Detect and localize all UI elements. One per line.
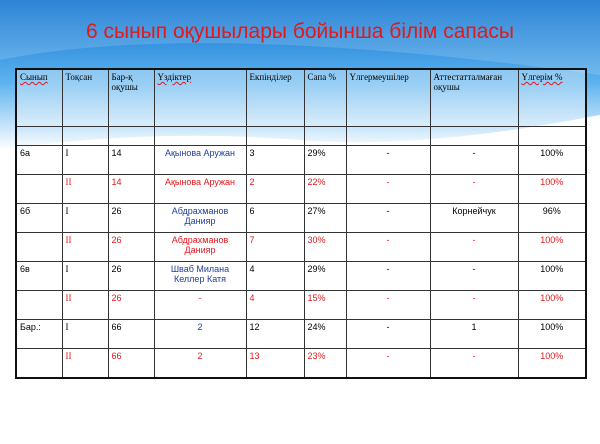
- header-good: Екпінділер: [246, 69, 304, 127]
- slide-title: 6 сынып оқушылары бойынша білім сапасы: [85, 20, 515, 43]
- cell-performance: 100%: [518, 233, 586, 262]
- cell-quality: 22%: [304, 175, 346, 204]
- table-row: [16, 204, 586, 233]
- cell-quarter: I: [62, 146, 108, 175]
- cell-excellent: Шваб Милана Келлер Катя: [154, 262, 246, 291]
- cell-excellent: Абдрахманов Данияр: [154, 233, 246, 262]
- cell-not-attested: Корнейчук: [430, 204, 518, 233]
- cell-failing: -: [346, 320, 430, 349]
- cell-quality: 27%: [304, 204, 346, 233]
- cell-quality: 15%: [304, 291, 346, 320]
- cell-total: 66: [108, 320, 154, 349]
- cell-class: [16, 233, 62, 262]
- cell-not-attested: -: [430, 233, 518, 262]
- header-class: Сынып: [16, 69, 62, 127]
- cell-class: 6б: [16, 204, 62, 233]
- table-row: [16, 262, 586, 291]
- cell-quarter: I: [62, 204, 108, 233]
- table-header-row: [16, 69, 586, 127]
- cell-good: 4: [246, 291, 304, 320]
- spacer-cell: [246, 127, 304, 146]
- grades-table: [15, 68, 587, 379]
- table-row: [16, 349, 586, 379]
- cell-class: [16, 349, 62, 379]
- cell-quarter: I: [62, 320, 108, 349]
- cell-total: 14: [108, 146, 154, 175]
- cell-excellent: Абдрахманов Данияр: [154, 204, 246, 233]
- cell-quality: 29%: [304, 262, 346, 291]
- cell-not-attested: -: [430, 175, 518, 204]
- table-row: [16, 233, 586, 262]
- spacer-row: [16, 127, 586, 146]
- cell-performance: 100%: [518, 146, 586, 175]
- header-failing: Үлгермеушілер: [346, 69, 430, 127]
- cell-failing: -: [346, 233, 430, 262]
- cell-total: 26: [108, 204, 154, 233]
- cell-performance: 100%: [518, 320, 586, 349]
- table-row: [16, 175, 586, 204]
- cell-good: 7: [246, 233, 304, 262]
- header-total: Бар-қ оқушы: [108, 69, 154, 127]
- cell-performance: 100%: [518, 349, 586, 379]
- cell-not-attested: -: [430, 349, 518, 379]
- cell-performance: 100%: [518, 291, 586, 320]
- cell-not-attested: 1: [430, 320, 518, 349]
- cell-class: [16, 175, 62, 204]
- cell-quality: 24%: [304, 320, 346, 349]
- cell-total: 26: [108, 262, 154, 291]
- cell-failing: -: [346, 175, 430, 204]
- cell-failing: -: [346, 291, 430, 320]
- cell-excellent: 2: [154, 320, 246, 349]
- spacer-cell: [62, 127, 108, 146]
- cell-performance: 100%: [518, 175, 586, 204]
- table-row: [16, 291, 586, 320]
- cell-not-attested: -: [430, 146, 518, 175]
- spacer-cell: [16, 127, 62, 146]
- cell-good: 4: [246, 262, 304, 291]
- header-excellent: Үздіктер: [154, 69, 246, 127]
- table-row: [16, 320, 586, 349]
- spacer-cell: [518, 127, 586, 146]
- cell-good: 3: [246, 146, 304, 175]
- cell-class: 6а: [16, 146, 62, 175]
- cell-quality: 23%: [304, 349, 346, 379]
- spacer-cell: [108, 127, 154, 146]
- cell-performance: 96%: [518, 204, 586, 233]
- cell-not-attested: -: [430, 291, 518, 320]
- cell-quarter: II: [62, 175, 108, 204]
- cell-class: Бар.:: [16, 320, 62, 349]
- spacer-cell: [346, 127, 430, 146]
- cell-excellent: Ақынова Аружан: [154, 175, 246, 204]
- cell-quarter: I: [62, 262, 108, 291]
- cell-failing: -: [346, 204, 430, 233]
- spacer-cell: [154, 127, 246, 146]
- cell-quarter: II: [62, 233, 108, 262]
- cell-class: [16, 291, 62, 320]
- header-not-attested: Аттестатталмаған оқушы: [430, 69, 518, 127]
- cell-class: 6в: [16, 262, 62, 291]
- cell-quarter: II: [62, 349, 108, 379]
- cell-total: 26: [108, 233, 154, 262]
- header-quality: Сапа %: [304, 69, 346, 127]
- cell-total: 26: [108, 291, 154, 320]
- cell-failing: -: [346, 262, 430, 291]
- cell-good: 6: [246, 204, 304, 233]
- cell-total: 14: [108, 175, 154, 204]
- cell-not-attested: -: [430, 262, 518, 291]
- cell-good: 2: [246, 175, 304, 204]
- cell-quarter: II: [62, 291, 108, 320]
- cell-good: 13: [246, 349, 304, 379]
- cell-quality: 29%: [304, 146, 346, 175]
- cell-failing: -: [346, 146, 430, 175]
- spacer-cell: [304, 127, 346, 146]
- cell-performance: 100%: [518, 262, 586, 291]
- table-row: [16, 146, 586, 175]
- cell-total: 66: [108, 349, 154, 379]
- header-quarter: Тоқсан: [62, 69, 108, 127]
- spacer-cell: [430, 127, 518, 146]
- cell-excellent: 2: [154, 349, 246, 379]
- cell-good: 12: [246, 320, 304, 349]
- cell-excellent: -: [154, 291, 246, 320]
- cell-failing: -: [346, 349, 430, 379]
- cell-excellent: Ақынова Аружан: [154, 146, 246, 175]
- cell-quality: 30%: [304, 233, 346, 262]
- header-performance: Үлгерім %: [518, 69, 586, 127]
